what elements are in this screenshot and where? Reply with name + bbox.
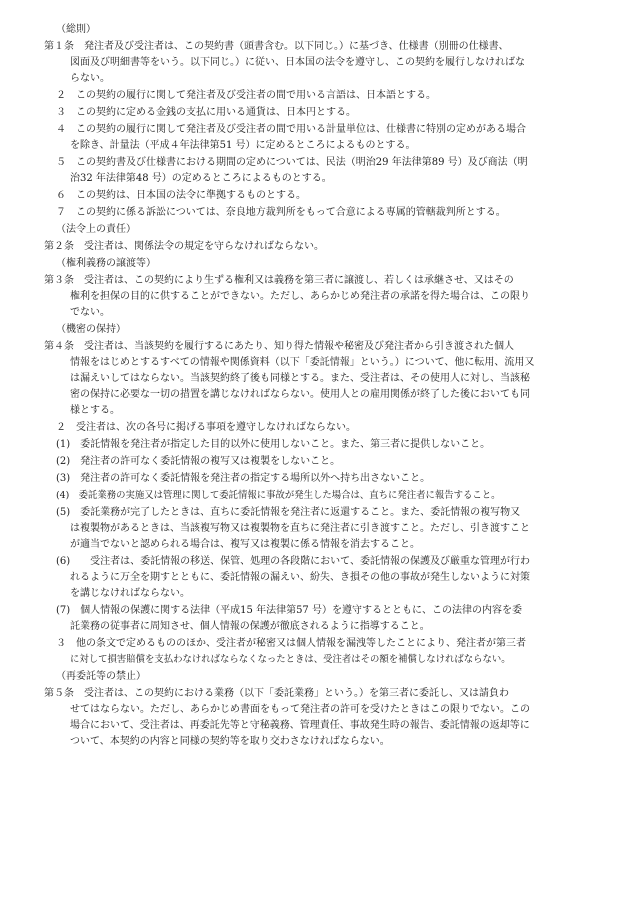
article-5-line-4: ついて、本契約の内容と同様の契約等を取り交わさなければならない。 bbox=[70, 736, 390, 747]
heading-subcontracting: （再委託等の禁止） bbox=[56, 671, 146, 682]
article-1-line-1: 第１条 発注者及び受注者は、この契約書（頭書含む。以下同じ。）に基づき、仕様書（別冊の仕様書、 bbox=[44, 41, 509, 52]
article-1-item-6: ６ この契約は、日本国の法令に準拠するものとする。 bbox=[56, 190, 306, 201]
article-4-line-5: 様とする。 bbox=[70, 405, 120, 416]
article-4-sub-2: (2) 発注者の許可なく委託情報の複写又は複製をしないこと。 bbox=[56, 456, 341, 467]
article-3-line-3: でない。 bbox=[70, 307, 110, 318]
article-5-line-3: 場合において、受注者は、再委託先等と守秘義務、管理責任、事故発生時の報告、委託情報の返却等に bbox=[70, 720, 530, 731]
article-4-sub-1: (1) 委託情報を発注者が指定した目的以外に使用しないこと。また、第三者に提供しないこと。 bbox=[56, 439, 491, 450]
article-1-item-3: ３ この契約に定める金銭の支払に用いる通貨は、日本円とする。 bbox=[56, 107, 356, 118]
article-4-sub-5-line-3: が適当でないと認められる場合は、複写又は複製に係る情報を消去すること。 bbox=[70, 539, 420, 550]
article-1-item-2: ２ この契約の履行に関して発注者及び受注者の間で用いる言語は、日本語とする。 bbox=[56, 90, 436, 101]
article-1-item-4-line-2: を除き、計量法（平成４年法律第51 号）に定めるところによるものとする。 bbox=[70, 140, 416, 151]
article-5-line-2: せてはならない。ただし、あらかじめ書面をもって発注者の許可を受けたときはこの限りでない。この bbox=[70, 704, 530, 715]
article-1-item-5-line-2: 治32 年法律第48 号）の定めるところによるものとする。 bbox=[70, 173, 332, 184]
article-1-item-4-line-1: ４ この契約の履行に関して発注者及び受注者の間で用いる計量単位は、仕様書に特別の定めがある場合 bbox=[56, 124, 526, 135]
article-1-line-2: 図面及び明細書等をいう。以下同じ。）に従い、日本国の法令を遵守し、この契約を履行しなければな bbox=[70, 57, 525, 68]
article-3-line-1: 第３条 受注者は、この契約により生ずる権利又は義務を第三者に譲渡し、若しくは承継させ、又はその bbox=[44, 275, 514, 286]
article-4-sub-6-line-1: (6) 受注者は、委託情報の移送、保管、処理の各段階において、委託情報の保護及び厳重な管理が行わ bbox=[56, 556, 530, 567]
article-4-sub-3: (3) 発注者の許可なく委託情報を発注者の指定する場所以外へ持ち出さないこと。 bbox=[56, 473, 431, 484]
article-3-line-2: 権利を担保の目的に供することができない。ただし、あらかじめ発注者の承諾を得た場合は、この限り bbox=[70, 291, 530, 302]
article-4-item-2: ２ 受注者は、次の各号に掲げる事項を遵守しなければならない。 bbox=[56, 422, 356, 433]
article-1-item-5-line-1: ５ この契約書及び仕様書における期間の定めについては、民法（明治29 年法律第89 号）及び商法（明 bbox=[56, 157, 528, 168]
article-5-line-1: 第５条 受注者は、この契約における業務（以下「委託業務」という。）を第三者に委託し、又は請負わ bbox=[44, 688, 509, 699]
article-4-sub-7-line-2: 託業務の従事者に周知させ、個人情報の保護が徹底されるように指導すること。 bbox=[70, 621, 430, 632]
article-1-line-3: らない。 bbox=[70, 73, 110, 84]
article-4-line-4: 密の保持に必要な一切の措置を講じなければならない。使用人との雇用関係が終了した後においても同 bbox=[70, 389, 530, 400]
article-1-item-7: ７ この契約に係る訴訟については、奈良地方裁判所をもって合意による専属的管轄裁判所とする。 bbox=[56, 207, 506, 218]
heading-transfer-of-rights: （権利義務の譲渡等） bbox=[56, 258, 156, 269]
article-4-line-3: は漏えいしてはならない。当該契約終了後も同様とする。また、受注者は、その使用人に対し、当該秘 bbox=[70, 373, 530, 384]
heading-legal-responsibility: （法令上の責任） bbox=[56, 224, 136, 235]
article-4-sub-5-line-1: (5) 委託業務が完了したときは、直ちに委託情報を発注者に返還すること。また、委託情報の複写物又 bbox=[56, 507, 521, 518]
article-2: 第２条 受注者は、関係法令の規定を守らなければならない。 bbox=[44, 241, 324, 252]
article-4-line-2: 情報をはじめとするすべての情報や関係資料（以下「委託情報」という。）について、他に転用、流用又 bbox=[70, 357, 535, 368]
article-4-sub-6-line-2: れるように万全を期すとともに、委託情報の漏えい、紛失、き損その他の事故が発生しないように対策 bbox=[70, 572, 530, 583]
article-4-line-1: 第４条 受注者は、当該契約を履行するにあたり、知り得た情報や秘密及び発注者から引き渡された個人 bbox=[44, 341, 514, 352]
article-4-item-3-line-1: ３ 他の条文で定めるもののほか、受注者が秘密又は個人情報を漏洩等したことにより、発注者が第三者 bbox=[56, 638, 526, 649]
article-4-sub-6-line-3: を講じなければならない。 bbox=[70, 588, 190, 599]
article-4-sub-4: (4) 委託業務の実施又は管理に関して委託情報に事故が発生した場合は、直ちに発注者に報告すること。 bbox=[56, 490, 501, 501]
article-4-item-3-line-2: に対して損害賠償を支払わなければならなくなったときは、受注者はその額を補償しなければならない。 bbox=[70, 654, 511, 665]
heading-confidentiality: （機密の保持） bbox=[56, 324, 126, 335]
article-4-sub-7-line-1: (7) 個人情報の保護に関する法律（平成15 年法律第57 号）を遵守するとともに、この法律の内容を委 bbox=[56, 605, 522, 616]
heading-general-provisions: （総則） bbox=[56, 24, 96, 35]
article-4-sub-5-line-2: は複製物があるときは、当該複写物又は複製物を直ちに発注者に引き渡すこと。ただし、引き渡すこと bbox=[70, 523, 530, 534]
